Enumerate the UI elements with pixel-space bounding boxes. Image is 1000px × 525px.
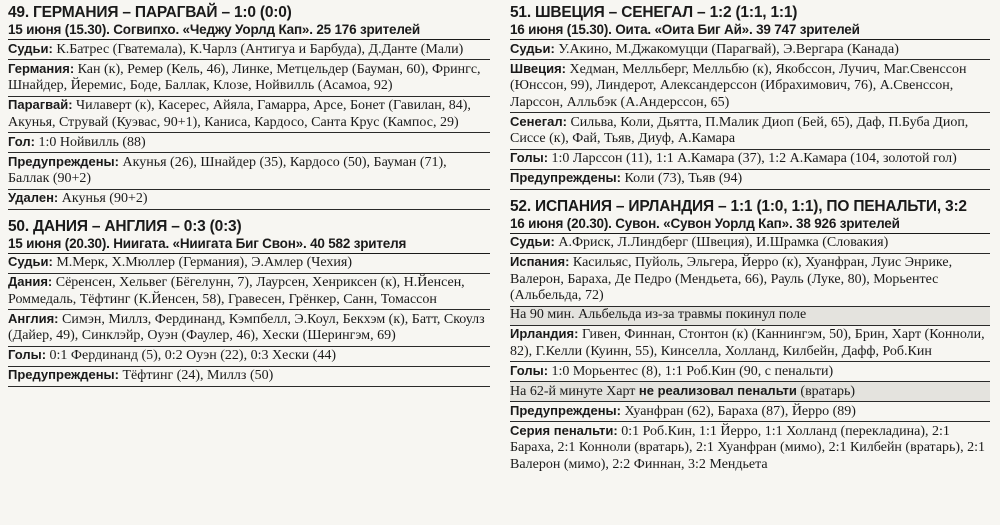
goals-row xyxy=(510,150,990,170)
team2-row xyxy=(8,97,490,134)
cautions-text: Коли (73), Тьяв (94) xyxy=(621,171,743,186)
match-title: 52. ИСПАНИЯ – ИРЛАНДИЯ – 1:1 (1:0, 1:1), ПО ПЕНАЛЬТИ, 3:2 xyxy=(510,197,967,215)
cautions-row xyxy=(8,367,490,387)
sentoff-text: Акунья (90+2) xyxy=(58,191,148,206)
match-49 xyxy=(8,4,490,210)
team2-lineup: Гивен, Финнан, Стонтон (к) (Каннингэм, 50), Брин, Харт (Конноли, 82), Г.Келли (Куинн, 55), Кинселла, Холланд, Килбейн, Дафф, Роб.Кин xyxy=(510,327,985,359)
match-info: 16 июня (15.30). Оита. «Оита Биг Ай». 39 747 зрителей xyxy=(510,22,990,40)
referees-row xyxy=(510,40,990,60)
team1-label: Испания: xyxy=(510,254,570,269)
missed-penalty-note xyxy=(510,382,990,402)
goals-text: 1:0 Морьентес (8), 1:1 Роб.Кин (90, с пенальти) xyxy=(548,363,834,379)
sentoff-row xyxy=(8,190,490,210)
cautions-row xyxy=(510,402,990,422)
match-title: 49. ГЕРМАНИЯ – ПАРАГВАЙ – 1:0 (0:0) xyxy=(8,4,292,21)
cautions-text: Акунья (26), Шнайдер (35), Кардосо (50), Бауман (71), Баллак (90+2) xyxy=(8,154,447,186)
shootout-label: Серия пенальти: xyxy=(510,422,618,438)
missed-penalty-note-a: На 62-й минуте Харт xyxy=(510,383,639,399)
team2-row xyxy=(510,326,990,363)
team2-lineup: Сильва, Коли, Дьятта, П.Малик Диоп (Бей, 65), Даф, П.Буба Диоп, Сиссе (к), Фай, Тьяв, Диуф, А.Камара xyxy=(510,114,969,146)
referees-row xyxy=(8,254,490,274)
team1-label: Швеция: xyxy=(510,60,567,76)
missed-penalty-note-bold: не реализовал пенальти xyxy=(638,382,797,398)
goals-label: Гол: xyxy=(8,133,35,149)
team1-row xyxy=(8,60,490,97)
referees-text: М.Мерк, Х.Мюллер (Германия), Э.Амлер (Чехия) xyxy=(52,255,352,270)
team1-lineup: Хедман, Мелльберг, Мелльбю (к), Якобссон, Лучич, Маг.Свенссон (Юнссон, 99), Линдерот, Александерссон (Ибрахимович, 76), А.Свенссон, Ларссон, Алльбэк (А.Андерссон, 65) xyxy=(510,61,967,110)
cautions-text: Тёфтинг (24), Миллз (50) xyxy=(119,368,274,383)
referees-row xyxy=(8,40,490,60)
shootout-row xyxy=(510,422,990,474)
team2-label: Парагвай: xyxy=(8,97,73,112)
match-info: 16 июня (20.30). Сувон. «Сувон Уорлд Кап». 38 926 зрителей xyxy=(510,216,990,234)
goals-label: Голы: xyxy=(8,347,47,362)
cautions-text: Хуанфран (62), Бараха (87), Йерро (89) xyxy=(621,403,856,419)
match-50 xyxy=(8,218,490,387)
team2-lineup: Чилаверт (к), Касерес, Айяла, Гамарра, Арсе, Бонет (Гавилан, 84), Акунья, Струвай (Куэвас, 90+1), Каниса, Кардосо, Санта Крус (Кампос, 29) xyxy=(8,98,471,130)
team1-row xyxy=(8,274,490,311)
goals-row xyxy=(8,133,490,153)
match-title: 51. ШВЕЦИЯ – СЕНЕГАЛ – 1:2 (1:1, 1:1) xyxy=(510,4,798,21)
team2-label: Англия: xyxy=(8,310,59,326)
referees-label: Судьи: xyxy=(510,234,555,249)
referees-text: К.Батрес (Гватемала), К.Чарлз (Антигуа и Барбуда), Д.Данте (Мали) xyxy=(52,41,464,57)
shootout-text: 0:1 Роб.Кин, 1:1 Йерро, 1:1 Холланд (перекладина), 2:1 Бараха, 2:1 Конноли (вратарь), 2:1 Хуанфран (мимо), 2:1 Килбейн (вратарь), 2:1 Валерон (мимо), 2:2 Финнан, 3:2 Мендьета xyxy=(510,423,985,472)
referees-row xyxy=(510,234,990,254)
referees-label: Судьи: xyxy=(8,254,53,269)
match-52 xyxy=(510,198,990,475)
goals-row xyxy=(8,347,490,367)
sentoff-label: Удален: xyxy=(8,190,59,205)
referees-text: У.Акино, М.Джакомуцци (Парагвай), Э.Вергара (Канада) xyxy=(554,41,899,57)
cautions-row xyxy=(8,153,490,190)
team1-row xyxy=(510,60,990,113)
team2-label: Сенегал: xyxy=(510,113,567,129)
referees-text: А.Фриск, Л.Линдберг (Швеция), И.Шрамка (Словакия) xyxy=(554,235,889,250)
team1-lineup: Сёренсен, Хельвег (Бёгелунн, 7), Лаурсен, Хенриксен (к), Н.Йенсен, Роммедаль, Тёфтинг (К.Йенсен, 58), Гравесен, Грёнкер, Санн, Томассон xyxy=(8,275,465,307)
team1-label: Германия: xyxy=(8,60,75,76)
team1-label: Дания: xyxy=(8,274,53,289)
match-info: 15 июня (20.30). Ниигата. «Ниигата Биг Свон». 40 582 зрителя xyxy=(8,236,490,254)
cautions-label: Предупреждены: xyxy=(8,367,119,382)
team2-label: Ирландия: xyxy=(510,326,579,341)
goals-label: Голы: xyxy=(510,150,549,165)
missed-penalty-note-c: (вратарь) xyxy=(796,383,856,399)
right-column xyxy=(510,0,990,482)
cautions-label: Предупреждены: xyxy=(8,153,119,169)
match-51 xyxy=(510,4,990,190)
left-column xyxy=(8,0,490,395)
cautions-label: Предупреждены: xyxy=(510,170,621,185)
goals-row xyxy=(510,362,990,382)
team2-row xyxy=(510,113,990,150)
goals-text: 1:0 Нойвилль (88) xyxy=(34,134,146,150)
team2-lineup: Симэн, Миллз, Фердинанд, Кэмпбелл, Э.Коул, Бекхэм (к), Батт, Скоулз (Дайер, 49), Синклэйр, Оуэн (Фаулер, 46), Хески (Шерингэм, 69) xyxy=(8,311,485,343)
team1-row xyxy=(510,254,990,307)
cautions-label: Предупреждены: xyxy=(510,402,621,418)
team2-row xyxy=(8,310,490,347)
team1-lineup: Касильяс, Пуйоль, Эльгера, Йерро (к), Хуанфран, Луис Энрике, Валерон, Бараха, Де Педро (Мендьета, 66), Рауль (Луке, 80), Морьентес (Альбельда, 72) xyxy=(510,255,953,303)
cautions-row xyxy=(510,170,990,190)
match-title: 50. ДАНИЯ – АНГЛИЯ – 0:3 (0:3) xyxy=(8,217,242,235)
goals-text: 1:0 Ларссон (11), 1:1 А.Камара (37), 1:2 А.Камара (104, золотой гол) xyxy=(548,151,957,166)
goals-label: Голы: xyxy=(510,362,549,378)
injury-note: На 90 мин. Альбельда из-за травмы покинул поле xyxy=(510,307,990,326)
match-info: 15 июня (15.30). Согвипхо. «Чеджу Уорлд Кап». 25 176 зрителей xyxy=(8,22,490,40)
team1-lineup: Кан (к), Ремер (Кель, 46), Линке, Метцельдер (Бауман, 60), Фрингс, Шнайдер, Йеремис, Боде, Баллак, Клозе, Нойвилль (Асамоа, 92) xyxy=(8,61,481,93)
goals-text: 0:1 Фердинанд (5), 0:2 Оуэн (22), 0:3 Хески (44) xyxy=(46,348,336,363)
referees-label: Судьи: xyxy=(8,40,53,56)
referees-label: Судьи: xyxy=(510,40,555,56)
